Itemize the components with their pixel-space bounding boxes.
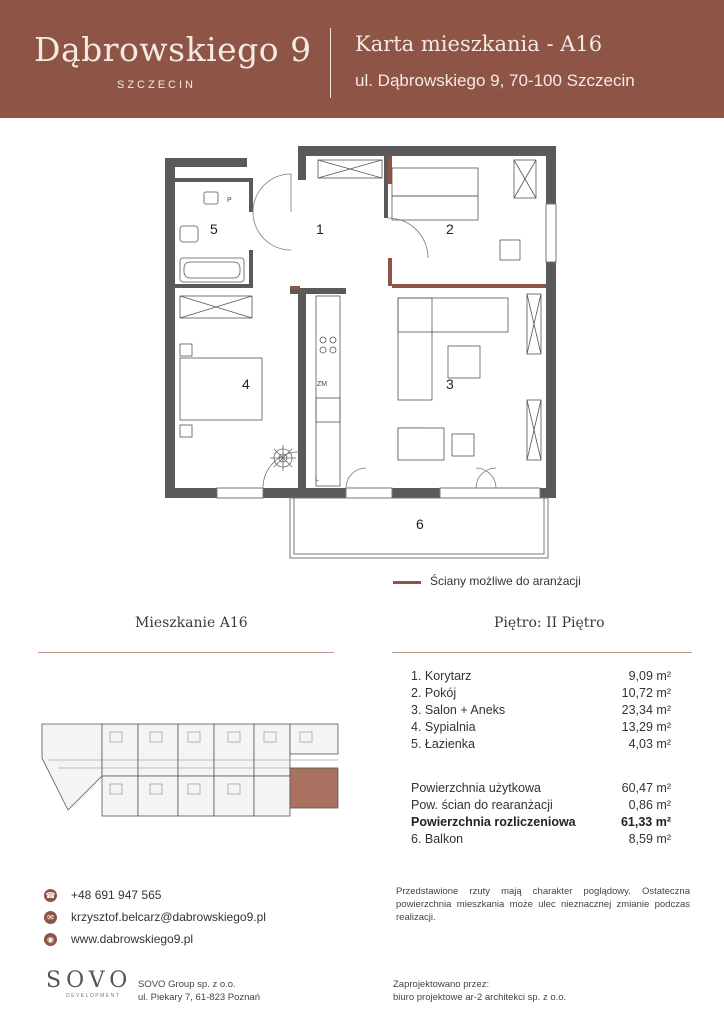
room-row: 3. Salon + Aneks 23,34 m² — [411, 703, 671, 717]
room-row: 1. Korytarz 9,09 m² — [411, 669, 671, 683]
summary-row: Pow. ścian do rearanżacji 0,86 m² — [411, 798, 671, 812]
summary-row: Powierzchnia użytkowa 60,47 m² — [411, 781, 671, 795]
summary-row: 6. Balkon 8,59 m² — [411, 832, 671, 846]
header-divider — [330, 28, 331, 98]
divider-left — [38, 652, 334, 653]
phone-link[interactable]: +48 691 947 565 — [71, 888, 162, 902]
sovo-logo-sub: DEVELOPMENT — [66, 993, 121, 999]
room-label-6: 6 — [416, 516, 424, 532]
room-label-2: 2 — [446, 221, 454, 237]
room-row: 2. Pokój 10,72 m² — [411, 686, 671, 700]
contacts — [44, 884, 266, 950]
legend-text: Ściany możliwe do aranżacji — [430, 574, 581, 588]
phone-icon: ☎ — [45, 890, 56, 900]
room-label-1: 1 — [316, 221, 324, 237]
room-list — [411, 668, 671, 848]
plant-icon — [270, 445, 296, 471]
disclaimer: Przedstawione rzuty mają charakter poglądowy. Ostateczna powierzchnia mieszkania może ulec nieznacznej zmianie podczas realizacji. — [396, 886, 690, 923]
web-icon: ◉ — [44, 933, 57, 946]
building-key-plan — [38, 718, 344, 822]
room-label-4: 4 — [242, 376, 250, 392]
walls — [165, 146, 556, 498]
summary-row-total: Powierzchnia rozliczeniowa 61,33 m² — [411, 815, 671, 829]
apartment-title: Mieszkanie A16 — [135, 615, 248, 631]
room-row: 4. Sypialnia 13,29 m² — [411, 720, 671, 734]
highlighted-apartment — [290, 768, 338, 808]
sovo-logo: SOVO — [46, 968, 133, 993]
legend-swatch — [393, 581, 421, 584]
floor-title: Piętro: II Piętro — [494, 615, 605, 631]
card-title: Karta mieszkania - A16 — [355, 32, 603, 56]
email-link[interactable]: krzysztof.belcarz@dabrowskiego9.pl — [71, 910, 266, 924]
designer-info: Zaprojektowano przez: biuro projektowe ar-2 architekci sp. z o.o. — [393, 979, 567, 1003]
rearrangeable-walls — [290, 156, 546, 289]
room-label-3: 3 — [446, 376, 454, 392]
brand-logo: Dąbrowskiego 9 — [34, 30, 312, 69]
header-banner — [0, 0, 724, 118]
mail-icon: ✉ — [44, 911, 57, 924]
website-link[interactable]: www.dabrowskiego9.pl — [71, 932, 194, 946]
fixture-label-p: P — [227, 197, 232, 204]
room-row: 5. Łazienka 4,03 m² — [411, 737, 671, 751]
fixture-label-zm: ZM — [317, 381, 328, 388]
fixture-label-l: L — [315, 476, 319, 483]
brand-city: SZCZECIN — [117, 79, 196, 91]
divider-right — [392, 652, 692, 653]
room-label-5: 5 — [210, 221, 218, 237]
floor-plan — [0, 118, 724, 588]
address: ul. Dąbrowskiego 9, 70-100 Szczecin — [355, 71, 635, 90]
company-info: SOVO Group sp. z o.o. ul. Piekary 7, 61-823 Poznań — [138, 979, 260, 1003]
